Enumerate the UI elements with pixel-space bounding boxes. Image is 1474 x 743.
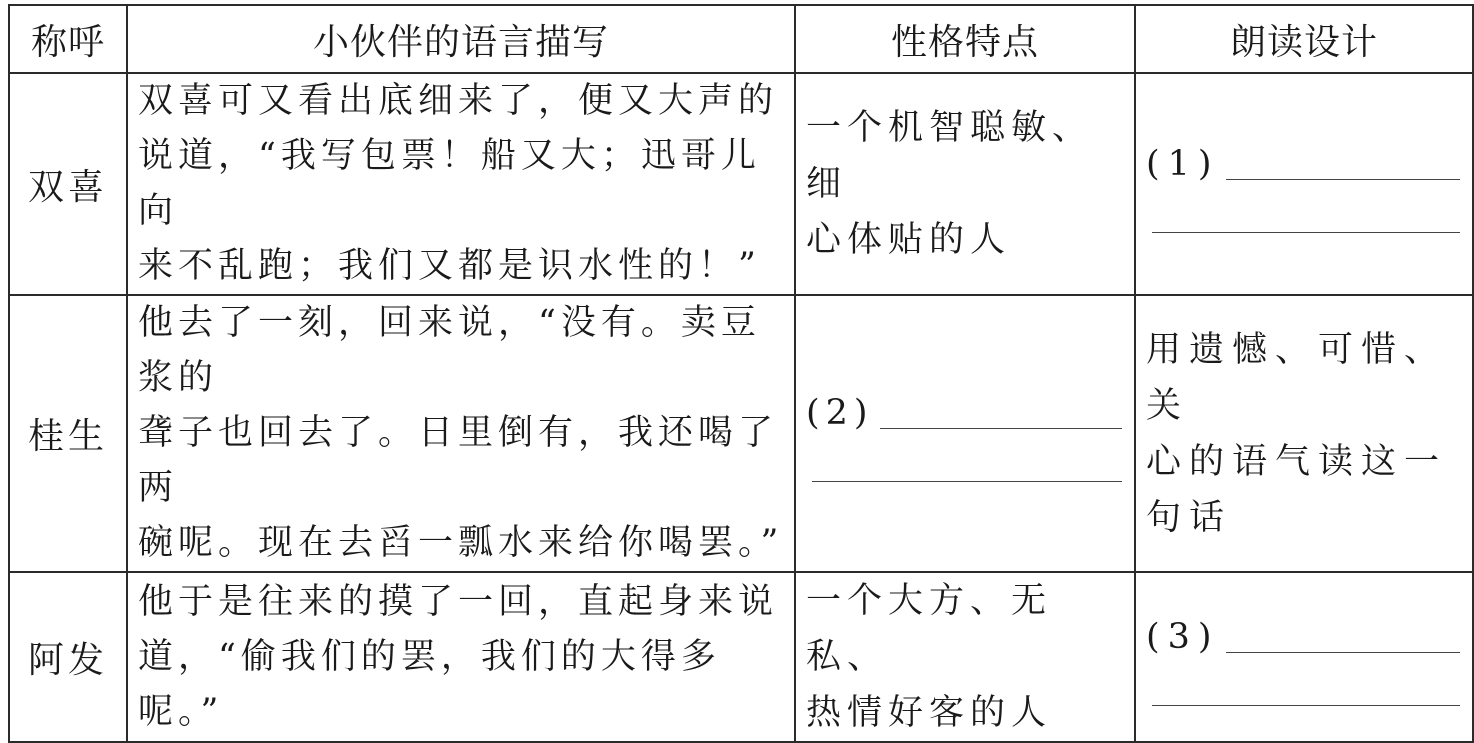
quote-line: 双喜可又看出底细来了，便又大声的 [138,81,779,121]
answer-blank-line[interactable] [880,398,1122,429]
header-name: 称呼 [9,5,127,73]
language-description [127,572,795,742]
quote-line: 来不乱跑；我们又都是识水性的！” [138,246,761,286]
table-row [9,295,1473,572]
language-description [127,73,795,295]
reading-line: 用遗憾、可惜、关 [1146,329,1448,426]
answer-blank-line[interactable] [1152,192,1460,233]
quote-line: 说道，“我写包票！船又大；迅哥儿向 [138,136,761,231]
answer-blank-line[interactable] [1152,665,1460,706]
character-name: 阿发 [9,572,127,742]
character-analysis-table [8,4,1474,743]
reading-line: 心的语气读这一 [1146,441,1448,482]
quote-line: 聋子也回去了。日里倒有，我还喝了两 [138,413,779,508]
answer-blank-line[interactable] [812,441,1122,482]
reading-design [1135,572,1473,742]
answer-blank-line[interactable] [1226,149,1460,180]
blank-number: (1) [1146,143,1220,184]
personality-trait [795,295,1135,572]
header-reading: 朗读设计 [1135,5,1473,73]
trait-line: 热情好客的人 [806,693,1053,733]
header-trait: 性格特点 [795,5,1135,73]
character-name: 双喜 [9,73,127,295]
reading-design [1135,73,1473,295]
quote-line: 道，“偷我们的罢，我们的大得多呢。” [138,636,721,732]
reading-design [1135,295,1473,572]
quote-line: 碗呢。现在去舀一瓢水来给你喝罢。” [138,523,784,563]
language-description [127,295,795,572]
blank-number: (3) [1146,616,1220,657]
blank-number: (2) [806,393,874,433]
header-row [9,5,1473,73]
personality-trait [795,73,1135,295]
table-row [9,572,1473,742]
quote-line: 他于是往来的摸了一回，直起身来说 [138,581,779,622]
reading-line: 句话 [1146,497,1233,538]
header-quote: 小伙伴的语言描写 [127,5,795,73]
table-row [9,73,1473,295]
trait-line: 一个大方、无私、 [806,581,1053,677]
trait-line: 心体贴的人 [806,220,1012,260]
character-name: 桂生 [9,295,127,572]
personality-trait [795,572,1135,742]
answer-blank-line[interactable] [1226,622,1460,653]
quote-line: 他去了一刻，回来说，“没有。卖豆浆的 [138,303,761,398]
trait-line: 一个机智聪敏、细 [806,108,1094,204]
